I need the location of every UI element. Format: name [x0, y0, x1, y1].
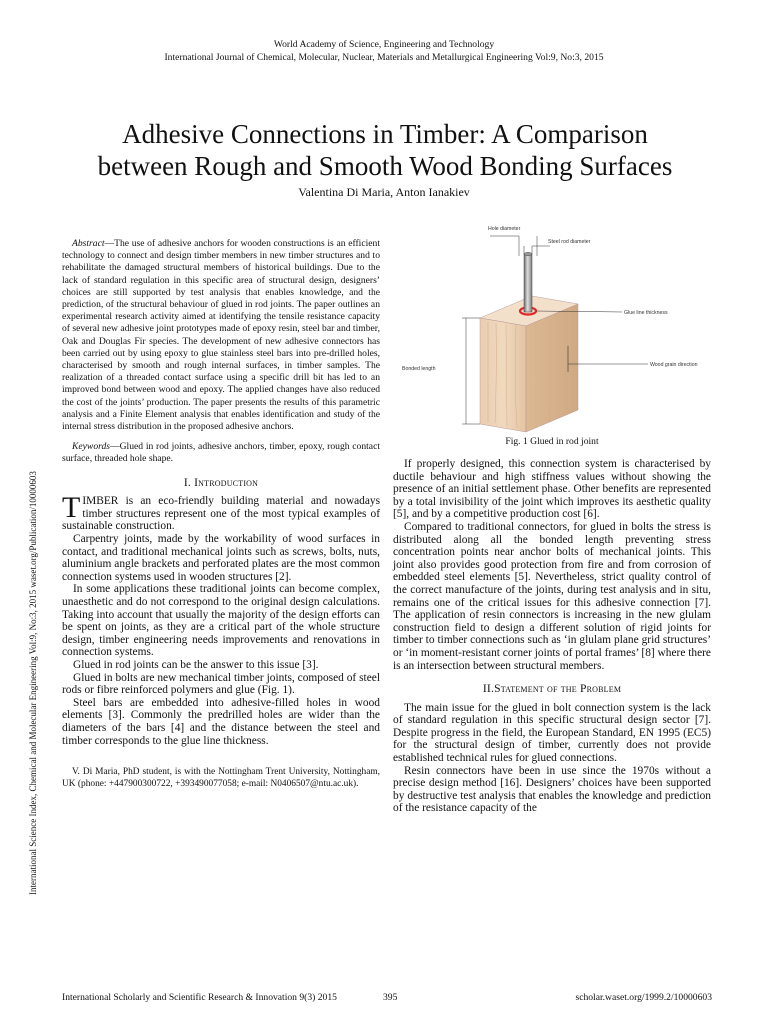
journal-header [0, 38, 768, 64]
intro-paragraph-1 [62, 491, 380, 533]
keywords [62, 441, 380, 465]
abstract-text: —The use of adhesive anchors for wooden constructions is an efficient technology to connect and design timber members in new timber structures and to rehabilitate the damaged structural members of historical buildings. Due to the lack of standard regulation in this specific area of structural design, designers’ choices are still supported by test analysis that enables knowledge, and the prediction, of the structural behaviour of glued in rod joints. The paper outlines an experimental research activity aimed at identifying the tensile resistance capacity of several new adhesive joint prototypes made of epoxy resin, steel bar and timber, Oak and Douglas Fir species. The development of new adhesive connectors has been carried out by using epoxy to glue stainless steel bars into pre-drilled holes, characterised by smooth and rough internal surfaces, in timber samples. The realization of a threaded contact surface using a specific drill bit has led to an improved bond between wood and epoxy. The applied changes have also reduced the cost of the joints’ production. The paper presents the results of this parametric analysis and a Finite Element analysis that enables identification and study of the internal stress distribution in the proposed adhesive anchors. [62, 238, 380, 433]
sidebar-index-text: International Science Index, Chemical and Molecular Engineering Vol:9, No:3, 2015 waset.org/Publication/10000603 [28, 471, 38, 895]
wood-block-side [526, 304, 578, 432]
section-heading-problem: II.Statement of the Problem [482, 682, 622, 696]
publisher-line: World Academy of Science, Engineering and Technology [273, 39, 495, 50]
journal-line: International Journal of Chemical, Molecular, Nuclear, Materials and Metallurgical Engineering Vol:9, No:3, 2015 [164, 52, 604, 63]
right-paragraph-2: Compared to traditional connectors, for glued in bolts the stress is distributed along all the bonded length preventing stress concentration points near anchor bolts of mechanical joints. This joint also provides good protection from fire and from corrosion of embedded steel elements [5]. Nevertheless, strict quality control of the correct manufacture of the joints, during test analysis and in situ, remains one of the critical issues for this adhesive connection [7]. The application of resin connectors is increasing in the new glulam construction field to design a different solution of rigid joints for timber to timber connections such as ‘in glulam plane grid structures’ or ‘in moment-resistant corner joints of portal frames’ [8] where there is an intersection between structural members. [393, 520, 711, 672]
intro-paragraph-5: Glued in bolts are new mechanical timber joints, composed of steel rods or fibre reinforced polymers and glue (Fig. 1). [62, 671, 380, 697]
right-paragraph-1: If properly designed, this connection system is characterised by ductile behaviour and high stiffness values without showing the presence of an initial settlement phase. Other benefits are represented by a total invisibility of the joint which improves its aesthetic quality [5], and by a competitive production cost [6]. [393, 458, 711, 521]
label-hole-diameter: Hole diameter [488, 226, 521, 232]
abstract-label: Abstract [72, 238, 105, 249]
footer-url[interactable]: scholar.waset.org/1999.2/10000603 [575, 992, 712, 1003]
page-number: 395 [383, 992, 398, 1003]
right-paragraph-4: Resin connectors have been in use since the 1970s without a precise design method [16]. Designers’ choices have been supported by destructive test analysis that enables the knowledge and prediction of the resistance capacity of the [393, 764, 711, 815]
label-wood-grain: Wood grain direction [650, 362, 698, 368]
paper-title [40, 118, 730, 182]
keywords-label: Keywords [72, 441, 111, 453]
title-line-1: Adhesive Connections in Timber: A Comparison [122, 119, 648, 149]
intro-paragraph-3: In some applications these traditional joints can become complex, unaesthetic and do not correspond to the original design calculations. Taking into account that usually the majority of the design efforts can be spent on joints, as they are a critical part of the whole structure design, timber engineering needs improvements and renovations in connection systems. [62, 583, 380, 659]
intro-paragraph-2: Carpentry joints, made by the workability of wood surfaces in contact, and traditional mechanical joints such as screws, bolts, nuts, aluminium angle brackets and perforated plates are the most common connection systems used in wooden structures [2]. [62, 533, 380, 583]
wood-block-front [480, 318, 526, 432]
left-column [62, 238, 380, 790]
keywords-text: —Glued in rod joints, adhesive anchors, timber, epoxy, rough contact surface, threaded hole shape. [62, 441, 380, 465]
figure-caption: Fig. 1 Glued in rod joint [505, 436, 599, 447]
label-glue-line: Glue line thickness [624, 310, 668, 316]
title-line-2: between Rough and Smooth Wood Bonding Surfaces [97, 151, 673, 181]
authors: Valentina Di Maria, Anton Ianakiev [298, 185, 470, 199]
footer-publisher: International Scholarly and Scientific Research & Innovation 9(3) 2015 [62, 992, 337, 1003]
intro-paragraph-1-text: IMBER is an eco-friendly building material and nowadays timber structures represent one of the most typical examples of sustainable construction. [62, 495, 380, 533]
right-column [393, 458, 711, 815]
figure-glued-rod-joint [400, 222, 708, 434]
section-heading-introduction: I. Introduction [183, 475, 259, 489]
intro-paragraph-4: Glued in rod joints can be the answer to this issue [3]. [73, 658, 319, 671]
drop-cap: T [62, 491, 81, 525]
author-footnote: V. Di Maria, PhD student, is with the Nottingham Trent University, Nottingham, UK (phone: +447900300722, +393490077058; e-mail: N0406507@ntu.ac.uk). [62, 767, 380, 789]
label-bonded-length: Bonded length [402, 366, 436, 372]
label-steel-rod-diameter: Steel rod diameter [548, 239, 591, 245]
steel-rod [524, 254, 532, 312]
abstract [62, 238, 380, 433]
intro-paragraph-6: Steel bars are embedded into adhesive-filled holes in wood elements [3]. Commonly the predrilled holes are wider than the diameters of the bars [4] and the distance between the steel and timber corresponds to the glue line thickness. [62, 696, 380, 747]
glued-rod-diagram [400, 222, 708, 434]
right-paragraph-3: The main issue for the glued in bolt connection system is the lack of standard regulation in this specific structural design sector [7]. Despite progress in the field, the European Standard, EN 1995 (EC5) for the structural design of timber, currently does not provide established technical rules for glued connections. [393, 701, 711, 765]
